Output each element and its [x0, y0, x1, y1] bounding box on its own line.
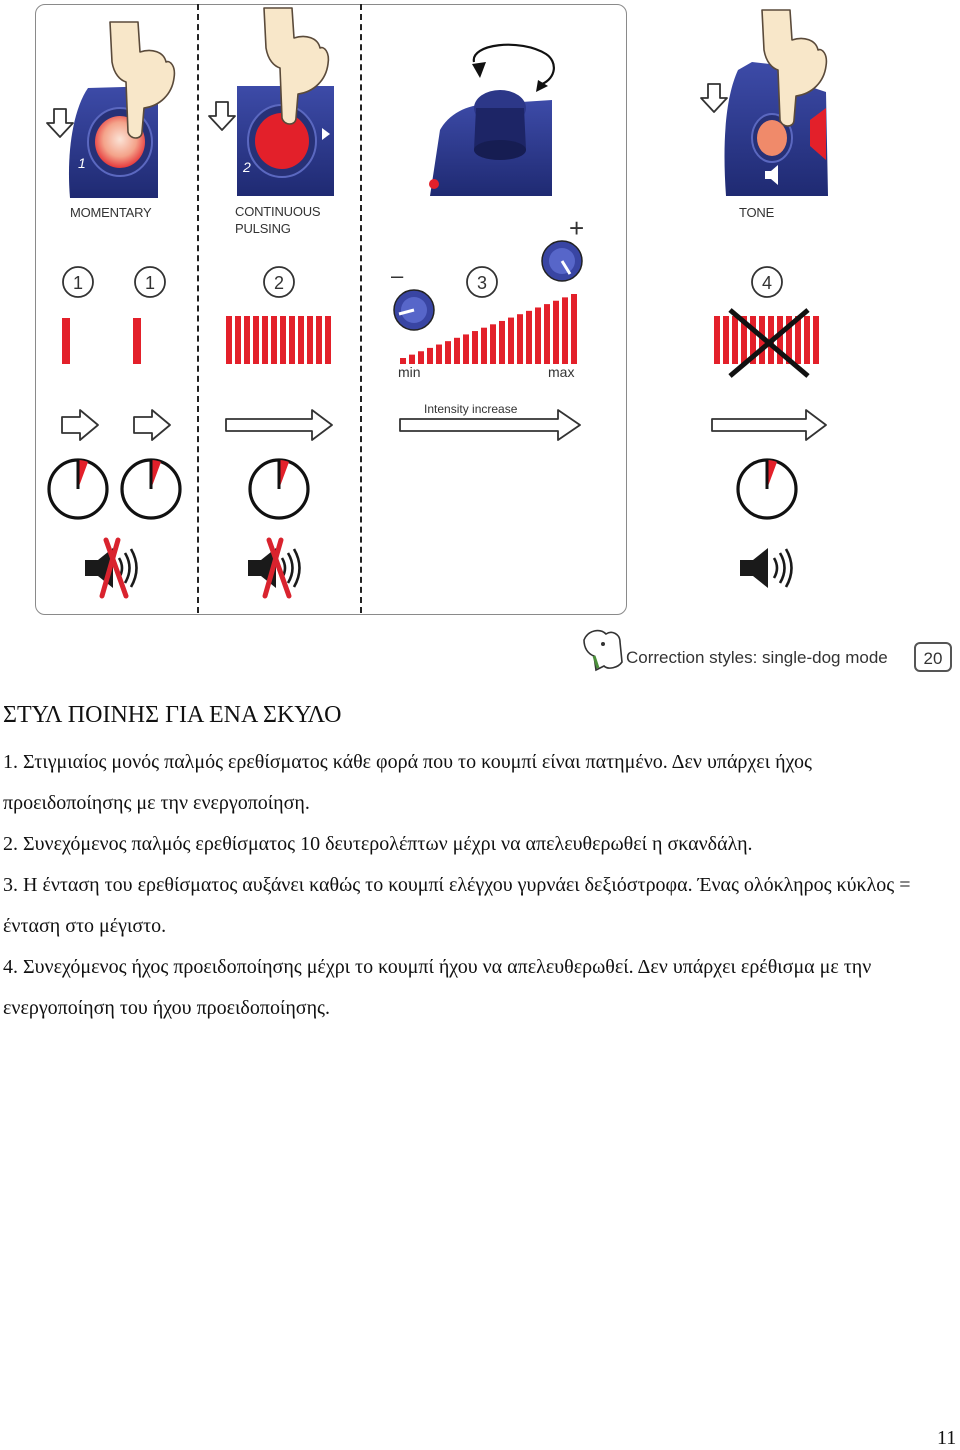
paragraph-1: 1. Στιγμιαίος μονός παλμός ερεθίσματος κάθε φορά που το κουμπί είναι πατημένο. Δεν υπάρχει ήχος προειδοποίησης με την ενεργοποίηση.: [3, 751, 812, 814]
pulse-bar: [804, 316, 810, 364]
dial-min-icon: [394, 290, 434, 330]
timer-icon: [738, 460, 796, 518]
button-number: 2: [243, 159, 251, 175]
step-badge-label: 1: [72, 273, 84, 293]
dial-device-photo: [429, 90, 552, 196]
pulse-bar: [526, 311, 532, 364]
pulse-bar: [262, 316, 268, 364]
right-arrow-icon: [62, 410, 98, 440]
step-badge-label: 1: [144, 273, 156, 293]
pulse-bar: [244, 316, 250, 364]
button-number: 1: [78, 155, 86, 171]
pulse-bar: [463, 334, 469, 364]
pulse-bar: [535, 307, 541, 364]
figure-illustrations: [0, 0, 960, 700]
paragraph-3: 3. Η ένταση του ερεθίσματος αυξάνει καθώς το κουμπί ελέγχου γυρνάει δεξιόστροφα. Ένας ολόκληρος κύκλος = ένταση στο μέγιστο.: [3, 874, 911, 937]
pulse-bar: [490, 324, 496, 364]
pulse-bar: [499, 321, 505, 364]
pulse-bar: [316, 316, 322, 364]
pulse-bar: [280, 316, 286, 364]
pulse-bar: [271, 316, 277, 364]
pulse-bar: [307, 316, 313, 364]
pulse-bar: [418, 351, 424, 364]
pulse-bar: [481, 328, 487, 364]
right-arrow-icon: [226, 410, 332, 440]
pulse-bar: [517, 314, 523, 364]
pulse-bar: [409, 355, 415, 364]
pulse-bar: [732, 316, 738, 364]
paragraph-4: 4. Συνεχόμενος ήχος προειδοποίησης μέχρι το κουμπί ήχου να απελευθερωθεί. Δεν υπάρχει ερέθισμα με την ενεργοποίηση του ήχου προειδοποίησης.: [3, 956, 872, 1019]
right-arrow-icon: [134, 410, 170, 440]
max-label: max: [548, 364, 575, 380]
step-badge-label: 2: [273, 273, 285, 293]
pulse-bar: [562, 297, 568, 364]
rotate-arrow-icon: [472, 45, 554, 92]
step-badge-label: 3: [476, 273, 488, 293]
pulse-bar: [544, 304, 550, 364]
paragraph-2: 2. Συνεχόμενος παλμός ερεθίσματος 10 δευτερολέπτων μέχρι να απελευθερωθεί η σκανδάλη.: [3, 833, 753, 855]
pulse-bar: [723, 316, 729, 364]
pulse-bar: [472, 331, 478, 364]
down-arrow-icon: [209, 102, 235, 130]
pulse-bar: [714, 316, 720, 364]
timer-icon: [250, 460, 308, 518]
down-arrow-icon: [47, 109, 73, 137]
pulse-bar: [508, 318, 514, 364]
timer-icon: [122, 460, 180, 518]
speaker-icon: [740, 548, 792, 588]
pulse-bar: [325, 316, 331, 364]
continuous-pulse-bars: [226, 316, 331, 364]
timer-icon: [49, 460, 107, 518]
pulse-bar: [571, 294, 577, 364]
page-number: 11: [937, 1427, 957, 1449]
plus-sign: +: [569, 213, 585, 243]
step-badge-label: 4: [761, 273, 773, 293]
pulse-bar: [436, 345, 442, 364]
minus-sign: –: [391, 263, 404, 288]
pulse-bar: [454, 338, 460, 364]
pulse-bar: [253, 316, 259, 364]
tone-label: TONE: [739, 205, 775, 220]
min-label: min: [398, 364, 421, 380]
manual-page-box: 20: [914, 642, 952, 672]
pulse-bar: [813, 316, 819, 364]
pulse-bar: [289, 316, 295, 364]
figure-caption: Correction styles: single-dog mode: [626, 648, 888, 667]
pulse-bar: [445, 341, 451, 364]
pulse-bar: [226, 316, 232, 364]
continuous-label-line2: PULSING: [235, 221, 291, 236]
down-arrow-icon: [701, 84, 727, 112]
continuous-label: [235, 203, 320, 237]
pulse-bar: [62, 318, 70, 364]
pulse-bar: [298, 316, 304, 364]
right-arrow-icon: [712, 410, 826, 440]
dog-icon: [584, 631, 622, 670]
momentary-label: MOMENTARY: [70, 205, 152, 220]
pulse-bar: [235, 316, 241, 364]
continuous-label-line1: CONTINUOUS: [235, 204, 321, 219]
intensity-increase-label: Intensity increase: [424, 402, 518, 416]
page-heading: ΣΤΥΛ ΠΟΙΝΗΣ ΓΙΑ ΕΝΑ ΣΚΥΛΟ: [3, 702, 342, 728]
pulse-bar: [133, 318, 141, 364]
pulse-bar: [553, 301, 559, 364]
pulse-bar: [427, 348, 433, 364]
dial-max-icon: [542, 241, 582, 281]
